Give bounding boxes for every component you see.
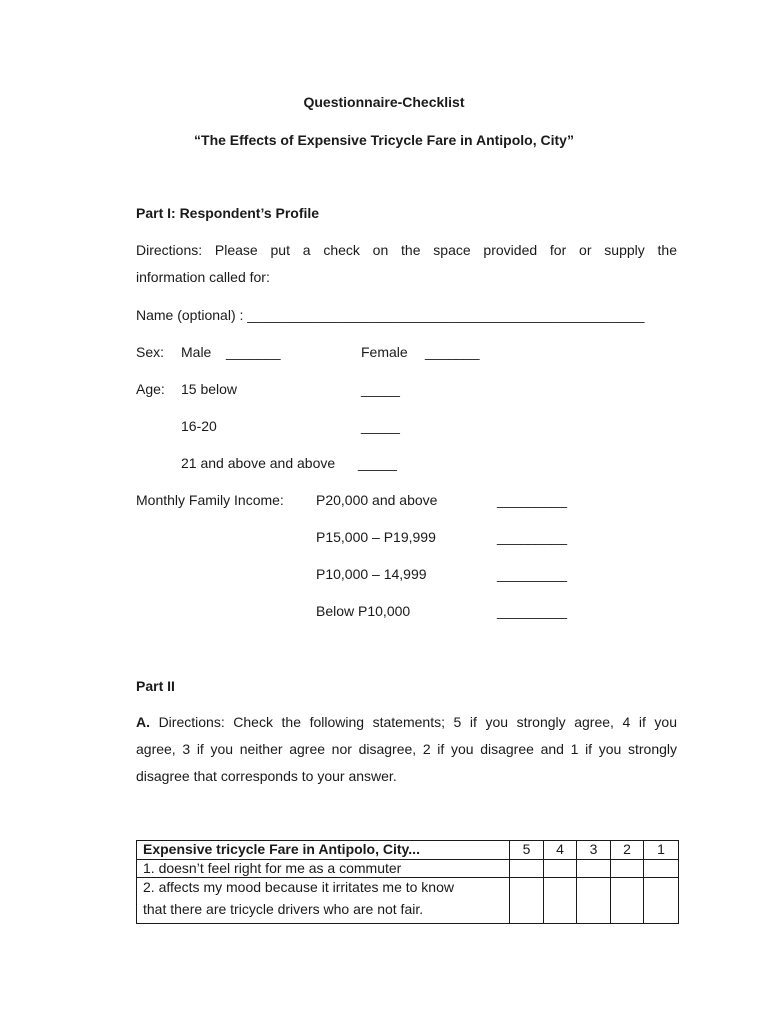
part1-directions-line1: Directions: Please put a check on the space provided for or supply the — [136, 242, 677, 258]
income-option-blank[interactable]: _________ — [497, 492, 568, 508]
rating-header-2: 2 — [611, 841, 644, 860]
name-field[interactable]: Name (optional) : ___________________________________________________ — [136, 307, 645, 323]
age-option-label: 21 and above and above — [181, 455, 336, 471]
rating-cell-2[interactable] — [611, 860, 644, 878]
sex-label: Sex: — [136, 344, 165, 360]
income-option-label: Below P10,000 — [316, 603, 411, 619]
part2-directions-line1 — [136, 709, 677, 736]
part2-heading: Part II — [136, 678, 175, 694]
table-header-statement: Expensive tricycle Fare in Antipolo, City... — [137, 841, 510, 860]
part2-directions-text: Directions: Check the following statements; 5 if you strongly agree, 4 if you — [150, 714, 677, 730]
rating-cell-4[interactable] — [544, 878, 577, 924]
part2-directions-line3: disagree that corresponds to your answer. — [136, 768, 397, 784]
document-title: Questionnaire-Checklist — [303, 94, 465, 110]
part2-directions-line2: agree, 3 if you neither agree nor disagree, 2 if you disagree and 1 if you strongly — [136, 741, 677, 757]
table-row — [137, 878, 679, 924]
age-option-blank[interactable]: _____ — [358, 455, 397, 471]
statement-line: 2. affects my mood because it irritates me to know — [143, 879, 454, 895]
rating-header-5: 5 — [510, 841, 544, 860]
statement-line: that there are tricycle drivers who are not fair. — [143, 901, 424, 917]
document-subtitle: “The Effects of Expensive Tricycle Fare in Antipolo, City” — [194, 132, 574, 148]
age-option-blank[interactable]: _____ — [361, 418, 400, 434]
rating-cell-1[interactable] — [644, 860, 679, 878]
part1-directions-line2: information called for: — [136, 269, 270, 285]
part2-a-marker: A. — [136, 714, 150, 730]
income-option-blank[interactable]: _________ — [497, 529, 568, 545]
sex-male-label: Male — [181, 344, 212, 360]
income-option-blank[interactable]: _________ — [497, 566, 568, 582]
part1-heading: Part I: Respondent’s Profile — [136, 205, 320, 221]
rating-cell-5[interactable] — [510, 860, 544, 878]
rating-header-4: 4 — [544, 841, 577, 860]
rating-cell-5[interactable] — [510, 878, 544, 924]
age-option-blank[interactable]: _____ — [361, 381, 400, 397]
income-option-blank[interactable]: _________ — [497, 603, 568, 619]
sex-female-blank[interactable]: _______ — [425, 344, 480, 360]
sex-male-blank[interactable]: _______ — [226, 344, 281, 360]
statement-cell: 1. doesn’t feel right for me as a commuter — [137, 860, 510, 878]
sex-female-label: Female — [361, 344, 408, 360]
rating-cell-1[interactable] — [644, 878, 679, 924]
rating-cell-3[interactable] — [577, 860, 611, 878]
rating-table — [136, 840, 679, 924]
statement-cell — [137, 878, 510, 924]
income-label: Monthly Family Income: — [136, 492, 284, 508]
age-option-label: 16-20 — [181, 418, 217, 434]
income-option-label: P15,000 – P19,999 — [316, 529, 436, 545]
part1-directions — [136, 237, 677, 291]
rating-cell-4[interactable] — [544, 860, 577, 878]
age-label: Age: — [136, 381, 165, 397]
rating-header-1: 1 — [644, 841, 679, 860]
rating-cell-2[interactable] — [611, 878, 644, 924]
age-option-label: 15 below — [181, 381, 238, 397]
income-option-label: P20,000 and above — [316, 492, 438, 508]
table-header-row — [137, 841, 679, 860]
rating-cell-3[interactable] — [577, 878, 611, 924]
rating-header-3: 3 — [577, 841, 611, 860]
income-option-label: P10,000 – 14,999 — [316, 566, 427, 582]
table-row — [137, 860, 679, 878]
part2-directions — [136, 709, 677, 790]
